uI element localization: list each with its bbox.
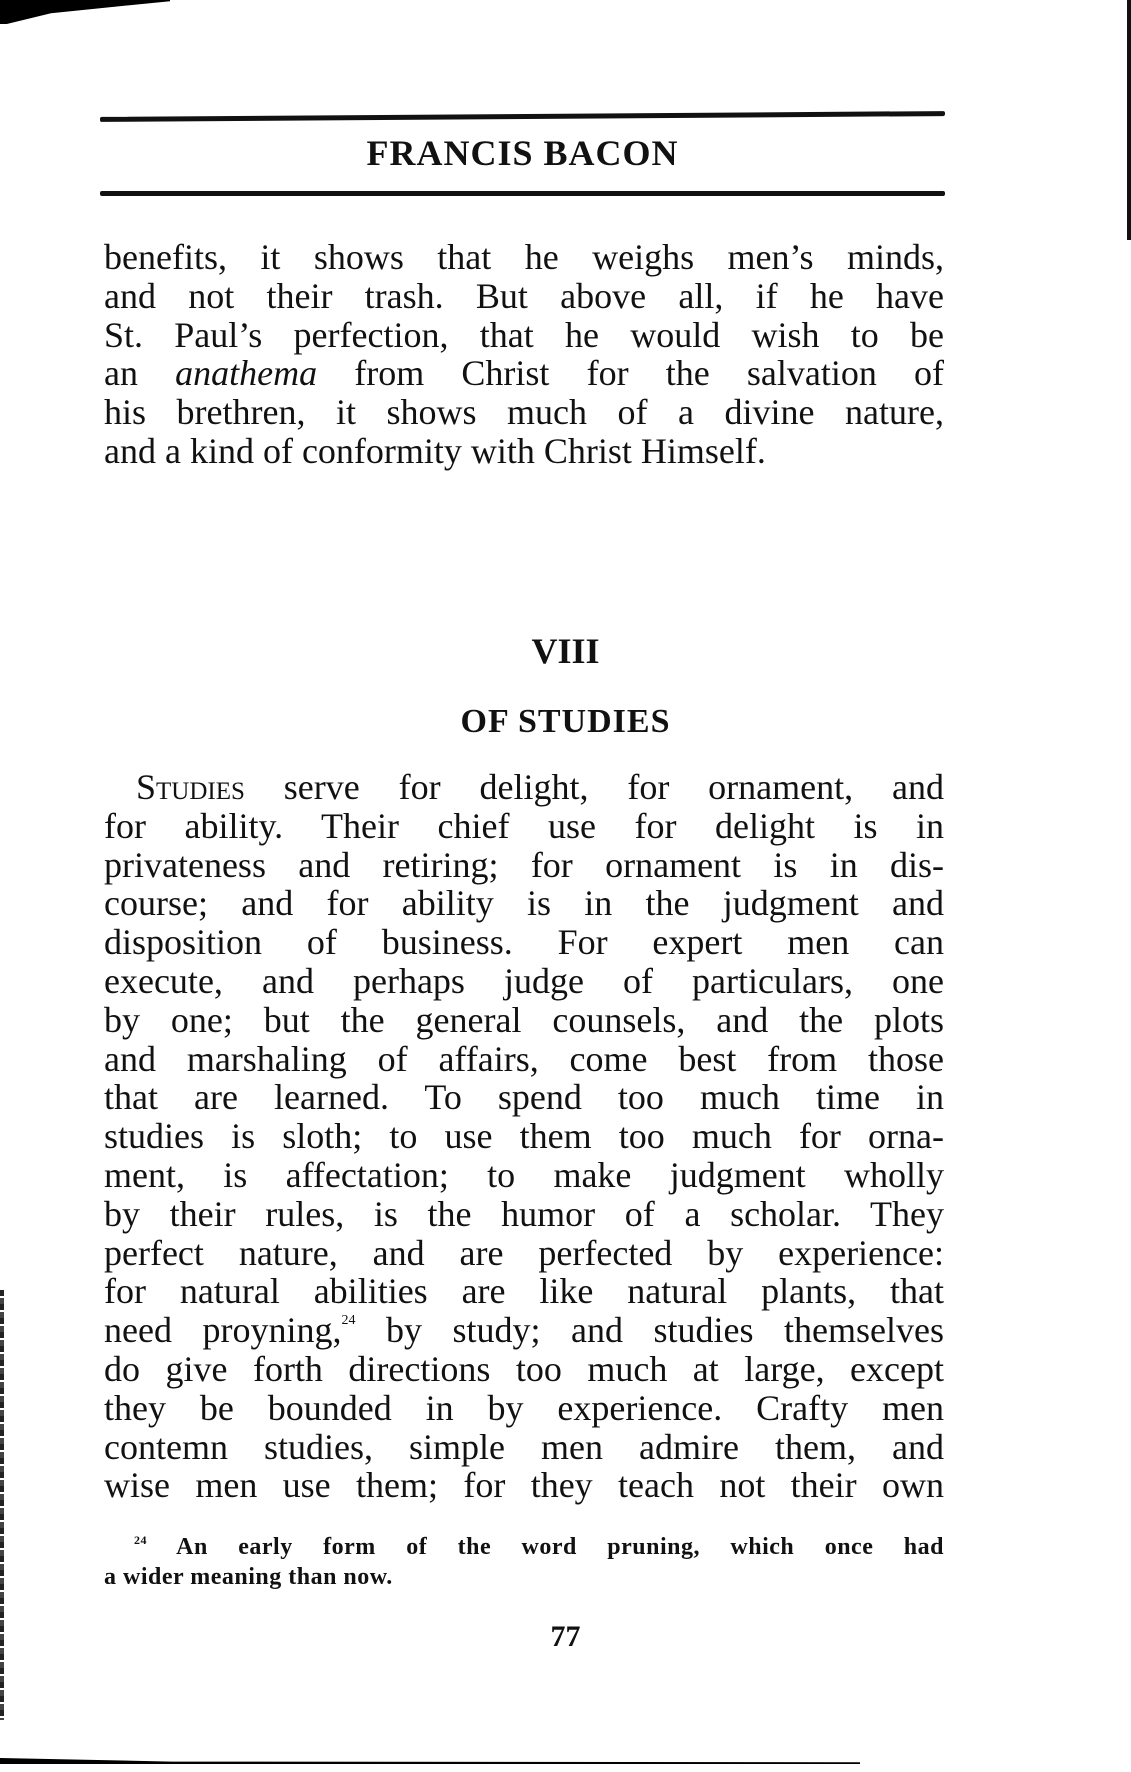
text-line: benefits, it shows that he weighs men’s minds,	[104, 237, 944, 277]
text-line: they be bounded in by experience. Crafty men	[104, 1387, 944, 1428]
text-span: need proyning,	[104, 1310, 342, 1351]
text-span: serve for delight, for ornament, and	[244, 767, 944, 807]
running-head	[100, 114, 945, 196]
text-line: wise men use them; for they teach not their own	[104, 1465, 944, 1506]
text-span: by study; and studies themselves	[355, 1310, 944, 1351]
essay-body	[104, 768, 944, 1505]
scan-edge-right	[1127, 0, 1131, 240]
text-line: privateness and retiring; for ornament is in dis-	[104, 844, 944, 885]
header-rule-top	[100, 111, 945, 122]
footnote-line: a wider meaning than now.	[104, 1564, 393, 1590]
italic-term-anathema: anathema	[175, 353, 318, 394]
previous-essay-ending	[104, 238, 944, 471]
footnote-reference[interactable]: 24	[341, 1313, 356, 1329]
text-line	[104, 1311, 944, 1350]
text-line: do give forth directions too much at large, except	[104, 1348, 944, 1389]
footnote-marker: 24	[134, 1533, 147, 1547]
header-rule-bottom	[100, 191, 945, 196]
text-line: St. Paul’s perfection, that he would wish to be	[104, 314, 944, 355]
text-span: from Christ for the salvation of	[317, 353, 944, 394]
text-line	[104, 354, 944, 393]
text-line: ment, is affectation; to make judgment wholly	[104, 1154, 944, 1195]
chapter-number: VIII	[531, 631, 600, 671]
running-head-title: FRANCIS BACON	[366, 133, 679, 173]
page-number: 77	[550, 1620, 581, 1653]
text-line-first	[104, 768, 944, 807]
scan-shadow-top-left	[0, 0, 170, 24]
text-line: by their rules, is the humor of a scholar. They	[104, 1193, 944, 1234]
text-line: contemn studies, simple men admire them, and	[104, 1426, 944, 1467]
text-line: studies is sloth; to use them too much for orna-	[104, 1116, 944, 1157]
scan-edge-left	[0, 1290, 4, 1720]
text-line: and a kind of conformity with Christ Himself.	[104, 430, 766, 471]
opening-word: Studies	[136, 767, 245, 807]
text-line: his brethren, it shows much of a divine nature,	[104, 392, 944, 433]
text-line: disposition of business. For expert men can	[104, 922, 944, 963]
footnote	[104, 1532, 944, 1592]
text-line: perfect nature, and are perfected by experience:	[104, 1232, 944, 1273]
text-line: for ability. Their chief use for delight is in	[104, 805, 944, 846]
footnote-line	[104, 1532, 944, 1562]
text-line: for natural abilities are like natural plants, that	[104, 1271, 944, 1312]
chapter-title: OF STUDIES	[460, 703, 671, 740]
text-line: course; and for ability is in the judgment and	[104, 883, 944, 924]
text-line: and marshaling of affairs, come best from those	[104, 1038, 944, 1079]
text-line: that are learned. To spend too much time in	[104, 1077, 944, 1118]
scan-edge-bottom	[0, 1758, 860, 1764]
text-line: by one; but the general counsels, and the plots	[104, 999, 944, 1040]
text-span: an	[104, 353, 176, 394]
text-line: execute, and perhaps judge of particulars, one	[104, 960, 944, 1001]
text-line: and not their trash. But above all, if he have	[104, 275, 944, 316]
footnote-text: An early form of the word pruning, which once had	[176, 1534, 944, 1560]
